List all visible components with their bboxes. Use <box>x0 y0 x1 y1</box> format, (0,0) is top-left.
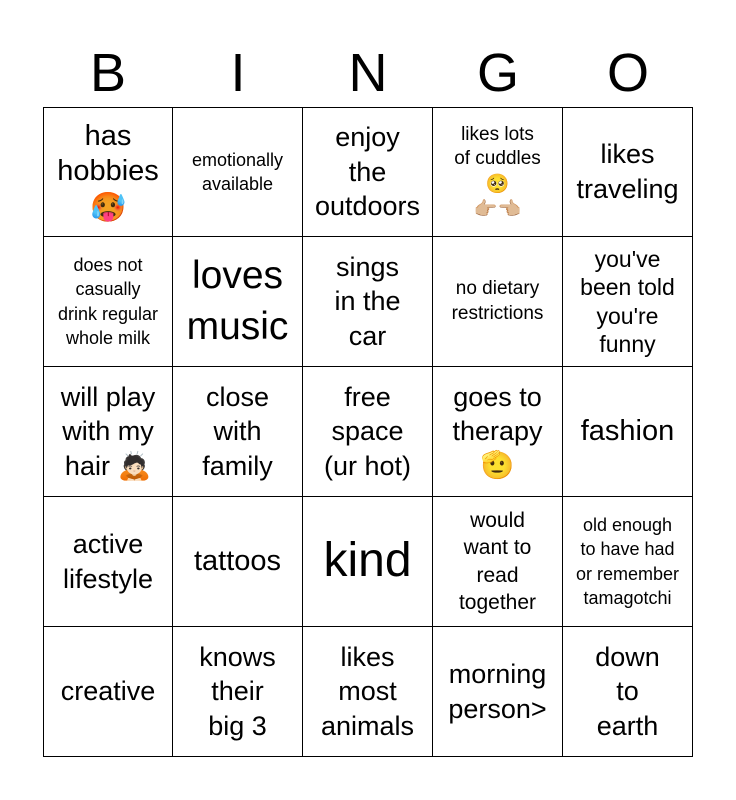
bingo-cell[interactable] <box>43 367 173 497</box>
cell-text: close with family <box>202 381 273 481</box>
bingo-cell[interactable] <box>173 367 303 497</box>
cell-text: morning person> <box>448 658 547 724</box>
header-letter-o: O <box>606 43 649 103</box>
hot-face-emoji: 🥵 <box>89 189 127 224</box>
bingo-cell[interactable] <box>303 497 433 627</box>
cell-text: free space (ur hot) <box>323 381 412 481</box>
cell-text: tattoos <box>193 544 282 577</box>
bingo-cell[interactable] <box>563 627 693 757</box>
header-letter-g: G <box>476 43 519 103</box>
bingo-cell[interactable] <box>563 367 693 497</box>
cell-text: goes to therapy <box>452 381 543 447</box>
cell-text: loves music <box>186 253 289 348</box>
header-letter-b: B <box>89 43 127 103</box>
bingo-cell[interactable] <box>303 237 433 367</box>
bingo-cell[interactable] <box>303 627 433 757</box>
bingo-grid <box>43 107 693 757</box>
cell-text: kind <box>323 534 412 588</box>
cell-text: likes traveling <box>576 139 679 204</box>
bingo-header <box>43 40 693 106</box>
bingo-cell[interactable] <box>563 237 693 367</box>
pleading-face-emoji: 🥺 👉🏼👈🏼 <box>473 173 522 220</box>
bingo-cell[interactable] <box>43 627 173 757</box>
cell-text: emotionally available <box>191 149 284 194</box>
cell-text: down to earth <box>595 641 660 741</box>
bingo-cell[interactable] <box>433 107 563 237</box>
bingo-cell[interactable] <box>433 237 563 367</box>
bingo-cell[interactable] <box>563 497 693 627</box>
bingo-cell[interactable] <box>173 627 303 757</box>
bingo-cell[interactable] <box>43 107 173 237</box>
bingo-cell[interactable] <box>173 237 303 367</box>
cell-text: no dietary restrictions <box>451 277 544 324</box>
bingo-cell[interactable] <box>173 497 303 627</box>
cell-text: enjoy the outdoors <box>314 122 421 222</box>
header-letter-i: I <box>230 43 246 103</box>
saluting-face-emoji: 🫡 <box>480 449 515 481</box>
cell-text: likes lots of cuddles <box>454 123 541 170</box>
cell-text: sings in the car <box>334 251 401 351</box>
free-space-cell[interactable] <box>303 367 433 497</box>
header-letter-n: N <box>348 43 388 103</box>
bingo-cell[interactable] <box>433 497 563 627</box>
cell-text: will play with my hair 🙇🏻 <box>60 381 156 481</box>
bingo-cell[interactable] <box>433 627 563 757</box>
bingo-cell[interactable] <box>563 107 693 237</box>
cell-text: would want to read together <box>458 508 537 614</box>
bingo-cell[interactable] <box>173 107 303 237</box>
cell-text: knows their big 3 <box>199 641 276 741</box>
bingo-cell[interactable] <box>43 497 173 627</box>
cell-text: you've been told you're funny <box>580 246 675 357</box>
bingo-cell[interactable] <box>303 107 433 237</box>
cell-text: has hobbies <box>57 119 159 188</box>
cell-text: creative <box>60 676 156 707</box>
cell-text: active lifestyle <box>62 528 154 594</box>
cell-text: does not casually drink regular whole milk <box>57 254 159 348</box>
cell-text: old enough to have had or remember tamagotchi <box>575 514 680 608</box>
cell-text: fashion <box>580 414 675 447</box>
bingo-cell[interactable] <box>433 367 563 497</box>
bingo-cell[interactable] <box>43 237 173 367</box>
cell-text: likes most animals <box>320 641 415 741</box>
